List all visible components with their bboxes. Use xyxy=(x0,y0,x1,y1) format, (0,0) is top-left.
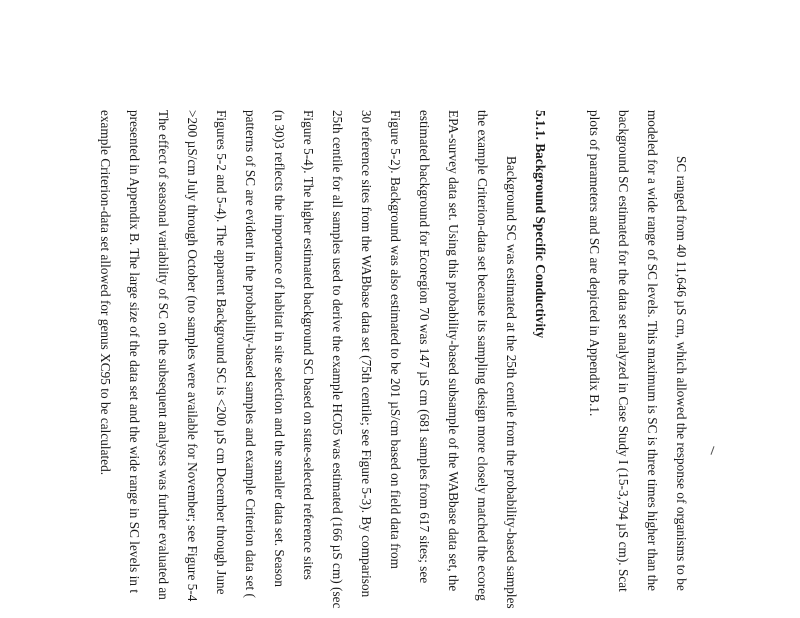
text-line-1: SC ranged from 40 11,646 µS cm, which allowed the response of organisms to be xyxy=(674,156,689,591)
text-line-16: Figures 5-2 and 5-4). The apparent Background SC is <200 µS cm December through June xyxy=(214,110,229,595)
text-line-4: plots of parameters and SC are depicted in Appendix B.1. xyxy=(587,110,602,417)
text-line-17: >200 µS/cm July through October (no samples were available for November; see Figure 5-4 xyxy=(185,110,200,602)
text-line-11: 30 reference sites from the WABbase data set (75th centile; see Figure 5-3). By comparison xyxy=(359,110,374,598)
text-line-20: example Criterion-data set allowed for genus XC95 to be calculated. xyxy=(98,110,113,476)
text-line-2: modeled for a wide range of SC levels. This maximum is SC is three times higher than the xyxy=(645,110,660,592)
text-line-19: presented in Appendix B. The large size of the data set and the wide range in SC levels in t xyxy=(127,110,142,594)
text-line-7: the example Criterion-data set because its sampling design more closely matched the ecoreg xyxy=(475,110,490,601)
text-line-3: background SC estimated for the data set analyzed in Case Study I (15-3,794 µS cm). Scat xyxy=(616,110,631,592)
stray-pen-mark xyxy=(710,446,714,455)
text-line-8: EPA-survey data set. Using this probability-based subsample of the WABbase data set, the xyxy=(446,110,461,592)
text-line-15: patterns of SC are evident in the probability-based samples and example Criterion data set ( xyxy=(243,110,258,598)
text-line-10: Figure 5-2). Background was also estimated to be 201 µS/cm based on field data from xyxy=(388,110,403,569)
text-line-12: 25th centile for all samples used to derive the example HC05 was estimated (166 µS cm) (sec xyxy=(330,110,345,609)
text-line-9: estimated background for Ecoregion 70 was 147 µS cm (681 samples from 617 sites; see xyxy=(417,110,432,584)
text-line-6: Background SC was estimated at the 25th centile from the probability-based samples xyxy=(504,156,519,609)
section-heading: 5.1.1. Background Specific Conductivity xyxy=(533,110,548,339)
text-line-13: Figure 5-4). The higher estimated background SC based on state-selected reference sites xyxy=(301,110,316,580)
text-line-18: The effect of seasonal variability of SC on the subsequent analyses was further evaluated an xyxy=(156,110,171,600)
text-line-14: (n 30)3 reflects the importance of habitat in site selection and the smaller data set. Season xyxy=(272,110,287,588)
